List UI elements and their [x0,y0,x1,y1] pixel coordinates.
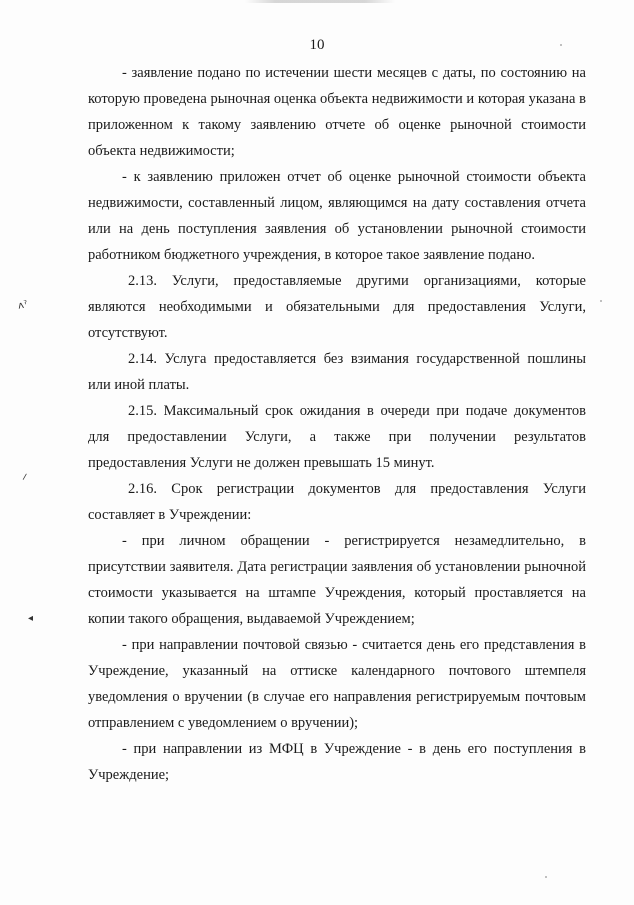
scan-artifact-mark: ◂ [28,613,34,624]
bullet-paragraph-personal: - при личном обращении - регистрируется незамедлительно, в присутствии заявителя. Дата регистрации заявления об установлении рыночной стоимости указывается на штампе Учреждения, который проставляется на копии такого обращения, выдаваемой Учреждением; [88,533,586,627]
bullet-paragraph-postal: - при направлении почтовой связью - считается день его представления в Учреждение, указанный на оттиске календарного почтового штемпеля уведомления о вручении (в случае его направления регистрируемым почтовым отправлением с уведомлением о вручении); [88,637,586,731]
bullet-paragraph-2: - к заявлению приложен отчет об оценке рыночной стоимости объекта недвижимости, составленный лицом, являющимся на дату составления отчета или на день поступления заявления об установлении рыночной стоимости работником бюджетного учреждения, в которое такое заявление подано. [88,169,586,263]
clause-2-14: 2.14. Услуга предоставляется без взимания государственной пошлины или иной платы. [88,351,586,393]
scan-artifact-mark: ⸍ [20,471,32,489]
scan-artifact-mark: ʌˀ [17,299,29,312]
scan-speck [560,44,562,46]
scan-speck [600,300,602,302]
page-number: 10 [309,37,325,53]
bullet-paragraph-1: - заявление подано по истечении шести месяцев с даты, по состоянию на которую проведена рыночная оценка объекта недвижимости и которая указана в приложенном к такому заявлению отчете об оценке рыночной стоимости объекта недвижимости; [88,65,586,159]
clause-2-16: 2.16. Срок регистрации документов для предоставления Услуги составляет в Учреждении: [88,481,586,523]
clause-2-13: 2.13. Услуги, предоставляемые другими организациями, которые являются необходимыми и обязательными для предоставления Услуги, отсутствуют. [88,273,586,341]
document-body [88,60,586,788]
clause-2-15: 2.15. Максимальный срок ожидания в очереди при подаче документов для предоставлении Услуги, а также при получении результатов предоставления Услуги не должен превышать 15 минут. [88,403,586,471]
scan-speck [545,876,547,878]
scan-edge-mark [245,0,395,3]
bullet-paragraph-mfc: - при направлении из МФЦ в Учреждение - в день его поступления в Учреждение; [88,741,586,783]
